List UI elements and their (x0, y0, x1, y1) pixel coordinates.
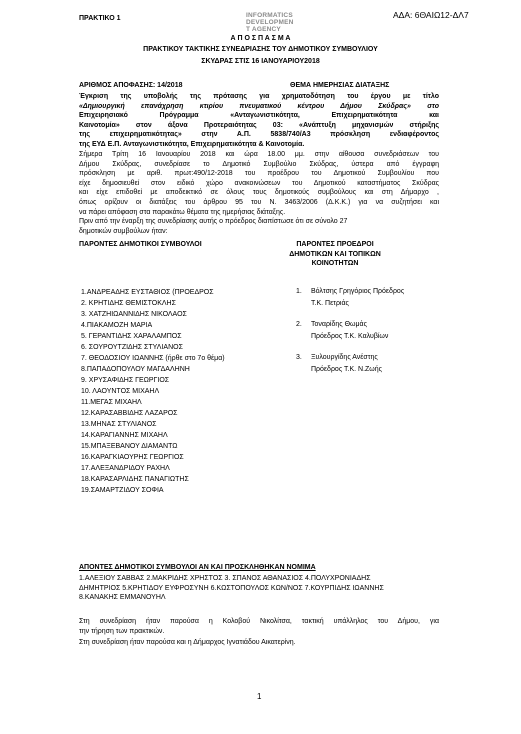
list-item: 13.ΜΗΝΑΣ ΣΤΥΛΙΑΝΟΣ (81, 421, 157, 428)
list-item: 7. ΘΕΟΔΟΣΙΟΥ ΙΩΑΝΝΗΣ (ήρθε στο 7ο θέμα) (81, 355, 225, 362)
subject-line: «Δημιουργική επανάχρηση κτιρίου πνευματικού κέντρου Δήμου Σκύδρας» στο (79, 102, 439, 110)
body-line: να πάρει απόφαση στα παρακάτω θέματα της ημερήσιας διάταξης. (79, 208, 286, 216)
list-item: 5. ΓΕΡΑΝΤΙΔΗΣ ΧΑΡΑΛΑΜΠΟΣ (81, 333, 182, 340)
body-line: Σήμερα Τρίτη 16 Ιανουαρίου 2018 και ώρα 18.00 μμ. στην αίθουσα συνεδριάσεων του (79, 151, 439, 158)
list-item-number: 1. (296, 288, 302, 295)
list-item: 15.ΜΠΑΞΕΒΑΝΟΥ ΔΙΑΜΑΝΤΩ (81, 443, 178, 450)
absent-list (79, 574, 439, 603)
president-name: Βόλτσης Γρηγόριος Πρόεδρος (311, 288, 405, 295)
list-item: 14.ΚΑΡΑΓΙΑΝΝΗΣ ΜΙΧΑΗΛ (81, 432, 168, 439)
logo-line-1: INFORMATICS (246, 12, 293, 19)
excerpt-title: Α Π Ο Σ Π Α Σ Μ Α (230, 35, 291, 42)
absent-header: ΑΠΟΝΤΕΣ ΔΗΜΟΤΙΚΟΙ ΣΥΜΒΟΥΛΟΙ ΑΝ ΚΑΙ ΠΡΟΣΚΛΗΘΗΚΑΝ ΝΟΜΙΜΑ (79, 564, 316, 571)
subject-line: Επιχειρησιακό Πρόγραμμα «Ανταγωνιστικότητα, Επιχειρηματικότητα και (79, 112, 439, 120)
minutes-label: ΠΡΑΚΤΙΚΟ 1 (79, 15, 121, 22)
absent-line: ΔΗΜΗΤΡΙΟΣ 5.ΚΡΗΤΙΔΟΥ ΕΥΦΡΟΣΥΝΗ 6.ΚΩΣΤΟΠΟΥΛΟΣ ΚΩΝ/ΝΟΣ 7.ΚΟΥΡΠΙΔΗΣ ΙΩΑΝΝΗΣ (79, 584, 384, 592)
present-presidents-header-line: ΚΟΙΝΟΤΗΤΩΝ (311, 260, 359, 268)
subject-line: Καινοτομία» στον άξονα Προτεραιότητας 03: «Ανάπτυξη μηχανισμών στήριξης (79, 121, 439, 129)
present-presidents-header-line: ΔΗΜΟΤΙΚΩΝ ΚΑΙ ΤΟΠΙΚΩΝ (289, 250, 381, 258)
body-line: Δήμου Σκύδρας, συνεδρίασε το Δημοτικό Συμβούλιο Σκύδρας, ύστερα από έγγραφη (79, 160, 439, 168)
list-item: 12.ΚΑΡΑΣΑΒΒΙΔΗΣ ΛΑΖΑΡΟΣ (81, 410, 178, 417)
closing-line: Στη συνεδρίαση ήταν παρούσα και η Δήμαρχος Ιγνατιάδου Αικατερίνη. (79, 639, 296, 647)
list-item: 16.ΚΑΡΑΓΚΙΑΟΥΡΗΣ ΓΕΩΡΓΙΟΣ (81, 454, 184, 461)
list-item: 9. ΧΡΥΣΑΦΙΔΗΣ ΓΕΩΡΓΙΟΣ (81, 377, 170, 384)
body-line: είχε δημοσιευθεί στον ειδικό χώρο ανακοινώσεων του Δημοτικού καταστήματος Σκύδρας (79, 179, 439, 187)
body-line: όπως ορίζουν οι διατάξεις του άρθρου 95 του Ν. 3463/2006 (Δ.Κ.Κ.) για να συζητήσει και (79, 198, 439, 206)
body-line: πρόσκληση με αριθ. πρωτ:490/12-2018 του προέδρου του Δημοτικού Συμβουλίου που (79, 170, 439, 178)
page-number: 1 (257, 692, 262, 701)
list-item: 18.ΚΑΡΑΣΑΡΛΙΔΗΣ ΠΑΝΑΓΙΩΤΗΣ (81, 476, 189, 483)
list-item: 3. ΧΑΤΖΗΙΩΑΝΝΙΔΗΣ ΝΙΚΟΛΑΟΣ (81, 311, 187, 318)
list-item (296, 353, 446, 386)
absent-line: 1.ΑΛΕΞΙΟΥ ΣΑΒΒΑΣ 2.ΜΑΚΡΙΔΗΣ ΧΡΗΣΤΟΣ 3. ΣΠΑΝΟΣ ΑΘΑΝΑΣΙΟΣ 4.ΠΟΛΥΧΡΟΝΙΑΔΗΣ (79, 575, 371, 582)
list-item: 10. ΛΑΟΥΝΤΟΣ ΜΙΧΑΗΛ (81, 388, 160, 395)
body-line: και είχε επιδοθεί με αποδεικτικό σε όλους τους δημοτικούς συμβούλους και στη Δήμαρχο , (79, 189, 439, 197)
present-presidents-header (270, 240, 400, 269)
list-item: 17.ΑΛΕΞΑΝΔΡΙΔΟΥ ΡΑΧΗΛ (81, 465, 170, 472)
list-item-number: 3. (296, 354, 302, 361)
body-line: Πριν από την έναρξη της συνεδρίασης αυτής ο πρόεδρος διαπίστωσε ότι σε σύνολο 27 (79, 218, 348, 226)
president-name: Ξυλουργίδης Ανέστης (311, 354, 378, 361)
subject-line: της επιχειρηματικότητας» στην Α.Π. 5838/740/Α3 πρόσκληση ενδιαφέροντος (79, 131, 439, 139)
logo-line-3: T AGENCY (246, 26, 281, 33)
session-body (79, 150, 439, 236)
council-members-list (81, 287, 281, 496)
list-item: 4.ΠΙΑΚΑΜΟΖΗ ΜΑΡΙΑ (81, 322, 153, 329)
president-community: Τ.Κ. Πετριάς (311, 300, 349, 307)
session-date-title: ΣΚΥΔΡΑΣ ΣΤΙΣ 16 ΙΑΝΟΥΑΡΙΟΥ2018 (201, 58, 320, 65)
list-item: 1.ΑΝΔΡΕΑΔΗΣ ΕΥΣΤΑΘΙΟΣ (ΠΡΟΕΔΡΟΣ (81, 289, 214, 296)
closing-text (79, 617, 439, 648)
ada-code: ΑΔΑ: 6ΘΑΙΩ12-ΔΛ7 (393, 10, 469, 20)
community-presidents-list (296, 287, 446, 386)
present-councillors-header: ΠΑΡΟΝΤΕΣ ΔΗΜΟΤΙΚΟΙ ΣΥΜΒΟΥΛΟΙ (79, 241, 202, 248)
list-item-number: 2. (296, 321, 302, 328)
decision-subject (79, 92, 439, 150)
closing-line: Στη συνεδρίαση ήταν παρούσα η Κολοβού Νικολίτσα, τακτική υπάλληλος του Δήμου, για (79, 618, 439, 625)
list-item (296, 320, 446, 353)
list-item: 8.ΠΑΠΑΔΟΠΟΥΛΟΥ ΜΑΓΔΑΛΗΝΗ (81, 366, 190, 373)
president-community: Πρόεδρος Τ.Κ. Ν.Ζωής (311, 366, 383, 373)
list-item (296, 287, 446, 320)
subject-line: Έγκριση της υποβολής της πρότασης για χρηματοδότηση του έργου με τίτλο (79, 93, 439, 100)
present-presidents-header-line: ΠΑΡΟΝΤΕΣ ΠΡΟΕΔΡΟΙ (296, 241, 374, 248)
body-line: δημοτικών συμβούλων ήταν: (79, 227, 168, 235)
minutes-title: ΠΡΑΚΤΙΚΟΥ ΤΑΚΤΙΚΗΣ ΣΥΝΕΔΡΙΑΣΗΣ ΤΟΥ ΔΗΜΟΤΙΚΟΥ ΣΥΜΒΟΥΛΙΟΥ (143, 46, 378, 53)
absent-line: 8.ΚΑΝΑΚΗΣ ΕΜΜΑΝΟΥΗΛ (79, 594, 166, 602)
closing-line: την τήρηση των πρακτικών. (79, 627, 165, 635)
decision-number: ΑΡΙΘΜΟΣ ΑΠΟΦΑΣΗΣ: 14/2018 (79, 82, 183, 89)
president-community: Πρόεδρος Τ.Κ. Καλυβίων (311, 333, 389, 340)
list-item: 2. ΚΡΗΤΙΔΗΣ ΘΕΜΙΣΤΟΚΛΗΣ (81, 300, 176, 307)
subject-line: της ΕΥΔ Ε.Π. Ανταγωνιστικότητα, Επιχειρηματικότητα & Καινοτομία. (79, 140, 305, 148)
list-item: 6. ΣΟΥΡΟΥΤΖΙΔΗΣ ΣΤΥΛΙΑΝΟΣ (81, 344, 183, 351)
list-item: 19.ΣΑΜΑΡΤΖΙΔΟΥ ΣΟΦΙΑ (81, 487, 164, 494)
logo-line-2: DEVELOPMEN (246, 19, 294, 26)
president-name: Τοναρίδης Θωμάς (311, 321, 367, 328)
list-item: 11.ΜΕΓΑΣ ΜΙΧΑΗΛ (81, 399, 142, 406)
agenda-topic-label: ΘΕΜΑ ΗΜΕΡΗΣΙΑΣ ΔΙΑΤΑΞΗΣ (290, 82, 390, 89)
